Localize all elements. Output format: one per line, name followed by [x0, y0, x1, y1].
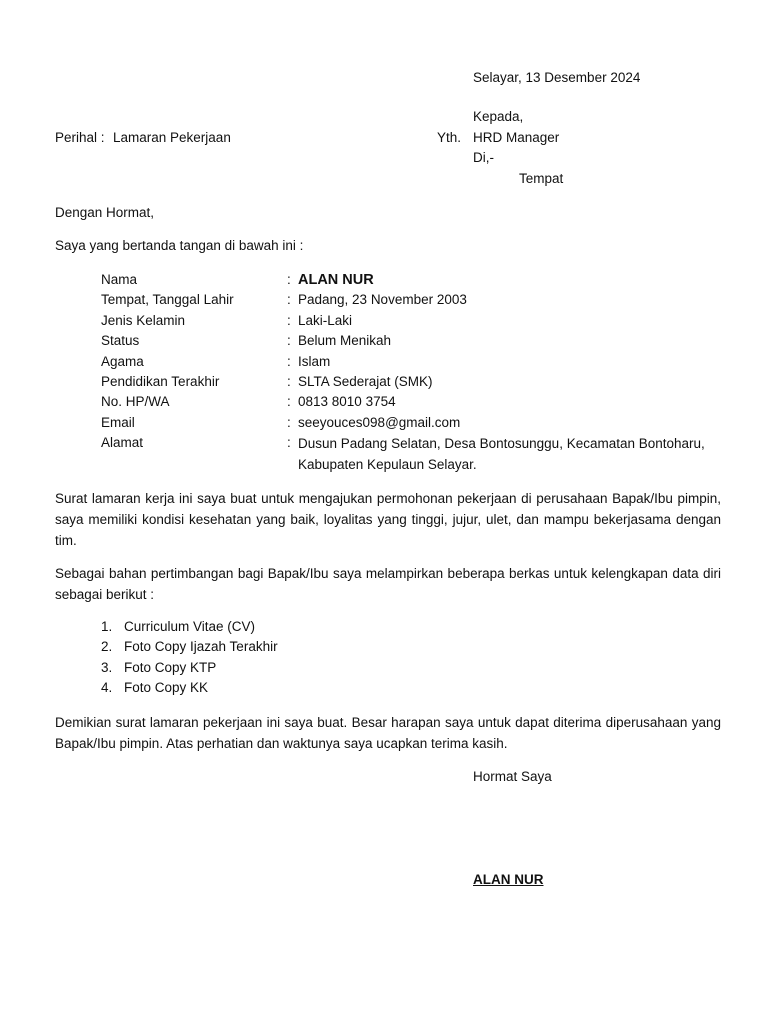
list-number: 2.: [101, 639, 113, 655]
bio-value: 0813 8010 3754: [298, 394, 396, 410]
intro-line: Saya yang bertanda tangan di bawah ini :: [55, 238, 304, 253]
bio-row-email: [101, 413, 731, 433]
bio-label: Status: [101, 333, 140, 349]
bio-label: No. HP/WA: [101, 394, 170, 410]
recipient-di: Di,-: [473, 150, 494, 165]
bio-label: Email: [101, 414, 135, 430]
bio-colon: :: [287, 414, 291, 430]
bio-value-name: ALAN NUR: [298, 272, 374, 288]
bio-value: Dusun Padang Selatan, Desa Bontosunggu, Kecamatan Bontoharu, Kabupaten Kepulaun Selayar.: [298, 436, 705, 473]
bio-table: [101, 270, 731, 473]
bio-colon: :: [287, 373, 291, 389]
list-number: 1.: [101, 619, 113, 634]
bio-label: Nama: [101, 272, 138, 287]
list-text: Foto Copy Ijazah Terakhir: [124, 639, 278, 655]
perihal-value: Lamaran Pekerjaan: [113, 130, 231, 145]
bio-colon: :: [287, 292, 291, 308]
bio-colon: :: [287, 435, 291, 451]
list-text: Foto Copy KK: [124, 680, 209, 696]
bio-label: Jenis Kelamin: [101, 312, 186, 328]
recipient-tempat: Tempat: [519, 171, 564, 186]
bio-label: Agama: [101, 353, 144, 369]
bio-colon: :: [287, 353, 291, 369]
closing-salutation: Hormat Saya: [473, 769, 552, 784]
recipient-yth: Yth.: [437, 130, 462, 145]
bio-label: Alamat: [101, 435, 144, 451]
bio-value: SLTA Sederajat (SMK): [298, 373, 433, 389]
list-text: Curriculum Vitae (CV): [124, 619, 256, 634]
bio-row-status: [101, 331, 731, 351]
list-text: Foto Copy KTP: [124, 659, 217, 675]
bio-colon: :: [287, 333, 291, 349]
bio-label: Pendidikan Terakhir: [101, 373, 220, 389]
paragraph-closing: Demikian surat lamaran pekerjaan ini saya buat. Besar harapan saya untuk dapat diterima diperusahaan yang Bapak/Ibu pimpin. Atas perhatian dan waktunya saya ucapkan terima kasih.: [55, 715, 721, 751]
bio-row-address: [101, 433, 731, 473]
bio-label: Tempat, Tanggal Lahir: [101, 292, 234, 308]
bio-row-religion: [101, 352, 731, 372]
bio-value: Laki-Laki: [298, 312, 353, 328]
bio-row-gender: [101, 311, 731, 331]
greeting: Dengan Hormat,: [55, 205, 155, 220]
bio-row-nama: [101, 270, 731, 290]
recipient-to-label: Kepada,: [473, 109, 524, 124]
place-date: Selayar, 13 Desember 2024: [473, 70, 641, 85]
bio-value: Islam: [298, 353, 331, 369]
bio-colon: :: [287, 312, 291, 328]
paragraph-purpose: Surat lamaran kerja ini saya buat untuk mengajukan permohonan pekerjaan di perusahaan Bapak/Ibu pimpin, saya memiliki kondisi kesehatan yang baik, loyalitas yang tinggi, jujur, ulet, dan mampu bekerjasama dengan tim.: [55, 491, 721, 548]
perihal-label: Perihal :: [55, 130, 105, 145]
bio-value: Belum Menikah: [298, 333, 392, 349]
recipient-name: HRD Manager: [473, 130, 560, 145]
signature-name: ALAN NUR: [473, 872, 544, 887]
bio-row-education: [101, 372, 731, 392]
bio-row-phone: [101, 392, 731, 412]
bio-value: Padang, 23 November 2003: [298, 292, 467, 308]
bio-colon: :: [287, 272, 291, 287]
bio-colon: :: [287, 394, 291, 410]
paragraph-attachments-intro: Sebagai bahan pertimbangan bagi Bapak/Ibu saya melampirkan beberapa berkas untuk kelengkapan data diri sebagai berikut :: [55, 566, 721, 602]
list-number: 3.: [101, 659, 113, 675]
bio-row-ttl: [101, 290, 731, 310]
bio-value: seeyouces098@gmail.com: [298, 414, 461, 430]
list-number: 4.: [101, 680, 113, 696]
